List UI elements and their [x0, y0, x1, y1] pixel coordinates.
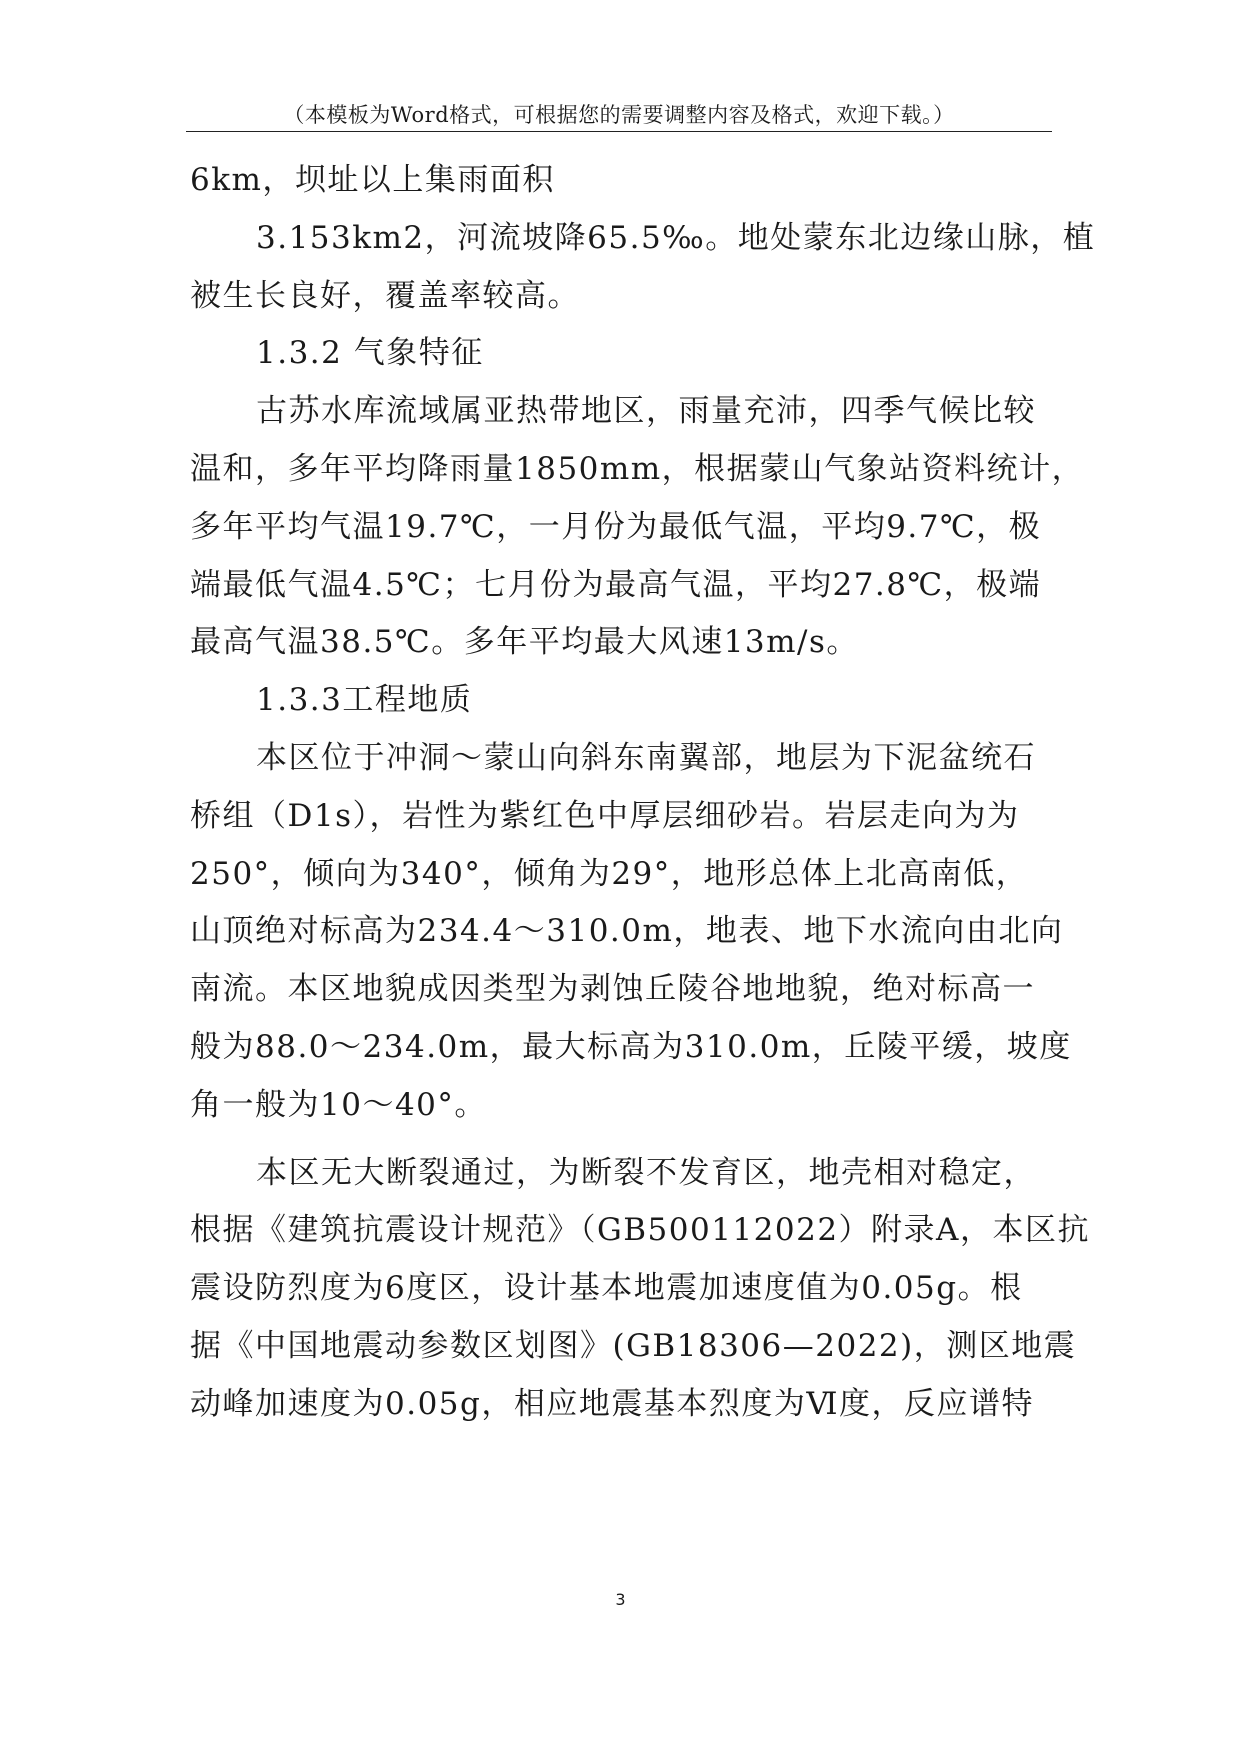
text-line: 桥组（D1s），岩性为紫红色中厚层细砂岩。岩层走向为为	[190, 797, 1020, 834]
section-heading: 1.3.3工程地质	[256, 682, 473, 719]
text-line: 温和，多年平均降雨量1850mm，根据蒙山气象站资料统计，	[190, 450, 1085, 487]
text-line: 本区无大断裂通过，为断裂不发育区，地壳相对稳定，	[256, 1154, 1036, 1191]
text-line: 震设防烈度为6度区，设计基本地震加速度值为0.05g。根	[190, 1270, 1023, 1307]
text-line: 般为88.0～234.0m，最大标高为310.0m，丘陵平缓，坡度	[190, 1028, 1072, 1065]
header-divider	[186, 131, 1052, 132]
text-line: 250°，倾向为340°，倾角为29°，地形总体上北高南低，	[190, 855, 1029, 892]
body-text	[190, 152, 1096, 1434]
text-line: 据《中国地震动参数区划图》(GB18306—2022)，测区地震	[190, 1327, 1077, 1364]
text-line: 3.153km2，河流坡降65.5‰。地处蒙东北边缘山脉，植	[256, 219, 1096, 256]
page-number: 3	[615, 1590, 626, 1609]
page-header: （本模板为Word格式，可根据您的需要调整内容及格式，欢迎下载。）	[283, 103, 955, 127]
text-line: 被生长良好，覆盖率较高。	[190, 277, 580, 314]
text-line: 端最低气温4.5℃；七月份为最高气温，平均27.8℃，极端	[190, 566, 1042, 603]
text-line: 根据《建筑抗震设计规范》（GB500112022）附录A，本区抗	[190, 1212, 1090, 1249]
text-line: 最高气温38.5℃。多年平均最大风速13m/s。	[190, 624, 859, 661]
text-line: 动峰加速度为0.05g，相应地震基本烈度为Ⅵ度，反应谱特	[190, 1385, 1035, 1422]
text-line: 南流。本区地貌成因类型为剥蚀丘陵谷地地貌，绝对标高一	[190, 971, 1035, 1008]
section-heading: 1.3.2 气象特征	[256, 335, 484, 372]
text-line: 6km，坝址以上集雨面积	[190, 162, 555, 198]
text-line: 古苏水库流域属亚热带地区，雨量充沛，四季气候比较	[256, 393, 1036, 430]
text-line: 多年平均气温19.7℃，一月份为最低气温，平均9.7℃，极	[190, 508, 1042, 545]
text-line: 山顶绝对标高为234.4～310.0m，地表、地下水流向由北向	[190, 913, 1064, 950]
paragraph-gap	[190, 1135, 1050, 1145]
text-line: 角一般为10～40°。	[190, 1086, 487, 1123]
text-line: 本区位于冲洞～蒙山向斜东南翼部，地层为下泥盆统石	[256, 739, 1036, 776]
